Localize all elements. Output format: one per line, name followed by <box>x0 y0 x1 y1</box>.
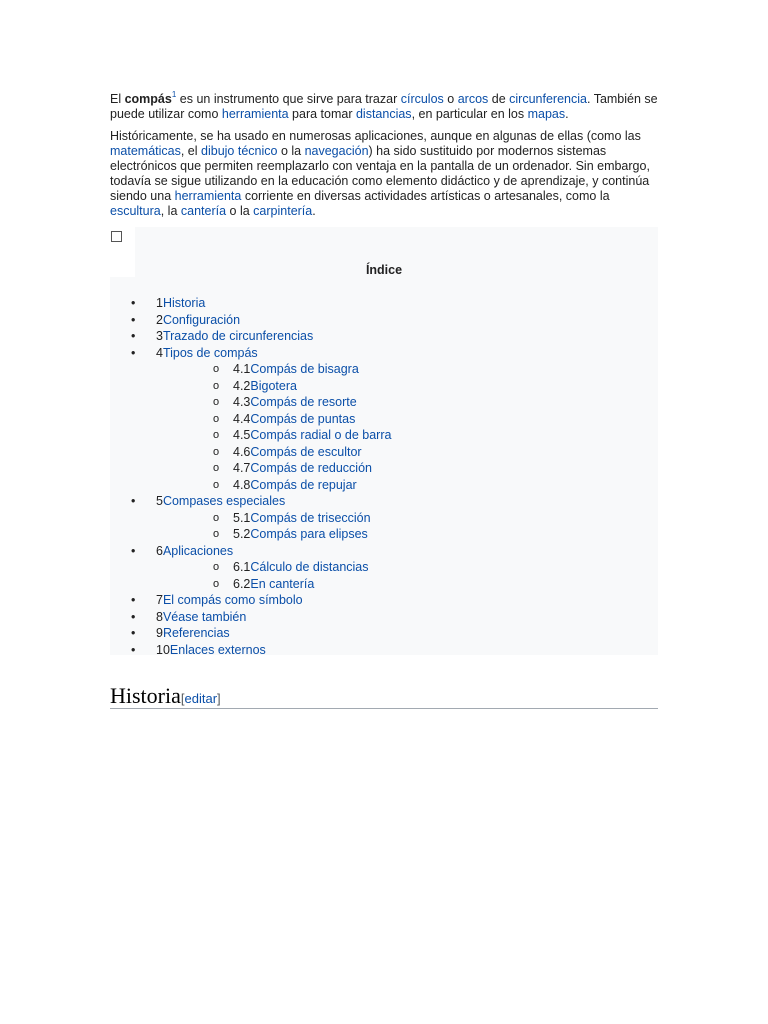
toc-subitem <box>156 378 658 395</box>
toc-list <box>110 295 658 658</box>
inline-link[interactable]: navegación <box>304 144 369 158</box>
toc-number: 10 <box>156 642 170 657</box>
inline-link[interactable]: distancias <box>355 107 412 121</box>
toc-number: 5 <box>156 494 163 508</box>
toc-sub-bullet: o <box>213 478 220 491</box>
toc-link[interactable]: Compás de resorte <box>250 395 357 409</box>
text-segment: , en particular en los <box>411 107 528 121</box>
toc-subitem <box>156 427 658 444</box>
toc-item <box>110 592 658 609</box>
inline-link[interactable]: herramienta <box>221 107 289 121</box>
toc-number: 6.2 <box>233 576 251 591</box>
toc-title: Índice <box>365 263 403 277</box>
toc-number: 5.1 <box>233 510 251 525</box>
edit-section-link[interactable]: editar <box>184 691 218 706</box>
toc-sublist <box>156 559 658 592</box>
toc-subitem <box>156 526 658 543</box>
toc-link[interactable]: Véase también <box>162 609 247 624</box>
toc-item <box>110 312 658 329</box>
toc-number: 4.6 <box>233 444 251 459</box>
edit-section <box>181 691 221 706</box>
toc-toggle-area <box>110 227 135 249</box>
inline-link[interactable]: dibujo técnico <box>201 144 278 158</box>
toc-subitem <box>156 576 658 593</box>
toc-number: 4.3 <box>233 395 251 409</box>
text-segment: . <box>312 204 316 218</box>
toc-bullet: • <box>131 642 136 657</box>
section-heading <box>110 683 658 709</box>
toc-subitem <box>156 444 658 461</box>
toc-number: 6.1 <box>233 560 251 574</box>
toc-sub-bullet: o <box>213 429 220 441</box>
toc-link[interactable]: Configuración <box>162 312 241 327</box>
toc-item <box>110 493 658 543</box>
inline-link[interactable]: mapas <box>527 107 566 121</box>
toc-sub-bullet: o <box>213 561 220 573</box>
bold-term: compás <box>124 92 172 106</box>
text-segment: . También se puede utilizar como <box>110 92 658 121</box>
toc-item <box>110 642 658 659</box>
toc-link[interactable]: Compás de bisagra <box>250 362 359 376</box>
toc-link[interactable]: Referencias <box>162 626 230 640</box>
edit-bracket-close: ] <box>217 691 221 706</box>
toc-sub-bullet: o <box>213 528 220 540</box>
toc-number: 7 <box>156 593 163 607</box>
toc-subitem <box>156 559 658 576</box>
toc-number: 2 <box>156 312 163 327</box>
edit-bracket-open: [ <box>180 691 185 706</box>
toc-number: 8 <box>156 609 163 624</box>
inline-link[interactable]: arcos <box>457 92 489 106</box>
toc-link[interactable]: Historia <box>162 296 206 310</box>
toc-sub-bullet: o <box>213 511 220 524</box>
toc-link[interactable]: El compás como símbolo <box>162 593 303 607</box>
toc-subitem <box>156 510 658 527</box>
toc-subitem <box>156 460 658 477</box>
toc-link[interactable]: Tipos de compás <box>162 345 258 360</box>
inline-link[interactable]: herramienta <box>174 189 242 203</box>
toc-link[interactable]: Compás de reducción <box>250 461 372 475</box>
text-segment: . <box>565 107 569 121</box>
toc-bullet: • <box>131 345 136 360</box>
toc-number: 4.5 <box>233 428 251 442</box>
footnote-reference[interactable]: 1 <box>171 89 177 99</box>
toc-link[interactable]: Compás para elipses <box>250 527 368 541</box>
text-segment: de <box>488 92 510 106</box>
toc-item <box>110 328 658 345</box>
text-segment: El <box>110 92 125 106</box>
toc-bullet: • <box>131 296 136 310</box>
toc-link[interactable]: Cálculo de distancias <box>250 560 369 574</box>
inline-link[interactable]: carpintería <box>253 204 313 218</box>
toc-sub-bullet: o <box>213 396 220 408</box>
toc-bullet: • <box>131 626 136 640</box>
article-content <box>110 89 658 657</box>
toc-sub-bullet: o <box>213 412 220 425</box>
toc-sub-bullet: o <box>213 445 220 458</box>
text-segment: , la <box>160 204 181 218</box>
toc-item <box>110 625 658 642</box>
toc-link[interactable]: Compás de puntas <box>250 411 356 426</box>
toc-number: 3 <box>156 329 163 343</box>
toc-link[interactable]: Compás de escultor <box>250 444 362 459</box>
toc-link[interactable]: Enlaces externos <box>169 642 266 657</box>
toc-bullet: • <box>131 609 136 624</box>
toc-number: 4.2 <box>233 378 251 393</box>
text-segment: es un instrumento que sirve para trazar <box>176 92 401 106</box>
toc-link[interactable]: Compás de trisección <box>250 510 371 525</box>
toc-link[interactable]: Aplicaciones <box>162 543 234 558</box>
toc-sub-bullet: o <box>213 577 220 590</box>
toc-subitem <box>156 411 658 428</box>
toc-item <box>110 543 658 593</box>
toc-bullet: • <box>131 543 136 558</box>
toc-number: 4.1 <box>233 362 251 376</box>
inline-link[interactable]: circunferencia <box>509 92 587 106</box>
text-segment: para tomar <box>288 107 356 121</box>
toc-item <box>110 609 658 626</box>
toc-bullet: • <box>131 329 136 343</box>
text-segment: corriente en diversas actividades artísticas o artesanales, como la <box>241 189 610 203</box>
toc-sub-bullet: o <box>213 379 220 392</box>
toc-bullet: • <box>131 593 136 607</box>
inline-link[interactable]: matemáticas <box>110 144 181 158</box>
toc-bullet: • <box>131 312 136 327</box>
toc-number: 6 <box>156 543 163 558</box>
toc-link[interactable]: Compás de repujar <box>250 477 357 492</box>
toc-sublist <box>156 361 658 493</box>
toc-sublist <box>156 510 658 543</box>
toc-link[interactable]: Compases especiales <box>162 494 286 508</box>
inline-link[interactable]: cantería <box>180 204 227 218</box>
intro-paragraph-2 <box>110 129 658 219</box>
text-segment: o la <box>277 144 305 158</box>
toc-subitem <box>156 361 658 378</box>
toc-number: 9 <box>156 626 163 640</box>
toc-number: 4.7 <box>233 461 251 475</box>
toc-number: 4.4 <box>233 411 251 426</box>
toc-toggle-checkbox[interactable] <box>111 231 122 242</box>
toc-sub-bullet: o <box>213 363 220 375</box>
toc-number: 1 <box>156 296 163 310</box>
toc-item <box>110 345 658 494</box>
text-segment: o la <box>226 204 254 218</box>
section-heading-title: Historia <box>110 683 181 708</box>
toc-link[interactable]: En cantería <box>250 576 315 591</box>
toc-sub-bullet: o <box>213 462 220 474</box>
toc-item <box>110 295 658 312</box>
toc-number: 4.8 <box>233 477 251 492</box>
toc-subitem <box>156 394 658 411</box>
text-segment: Históricamente, se ha usado en numerosas aplicaciones, aunque en algunas de ellas (como las <box>110 129 641 143</box>
text-segment: o <box>443 92 458 106</box>
intro-paragraph-1 <box>110 89 658 122</box>
text-segment: , el <box>180 144 202 158</box>
toc-bullet: • <box>131 494 136 508</box>
toc-number: 5.2 <box>233 527 251 541</box>
toc-link[interactable]: Trazado de circunferencias <box>162 329 314 343</box>
inline-link[interactable]: círculos <box>400 92 444 106</box>
text-segment: ) ha sido sustituido por modernos sistemas electrónicos que permiten reemplazarlo con ventaja en la pantalla de un ordenador. Sin embargo, todavía se sigue utilizando en la educación como elemento didáctico y de aprendizaje, y continúa siendo una <box>110 144 650 203</box>
toc-subitem <box>156 477 658 494</box>
toc-link[interactable]: Compás radial o de barra <box>250 428 392 442</box>
toc-number: 4 <box>156 345 163 360</box>
inline-link[interactable]: escultura <box>110 204 161 218</box>
toc-link[interactable]: Bigotera <box>250 378 297 393</box>
table-of-contents <box>110 227 658 655</box>
